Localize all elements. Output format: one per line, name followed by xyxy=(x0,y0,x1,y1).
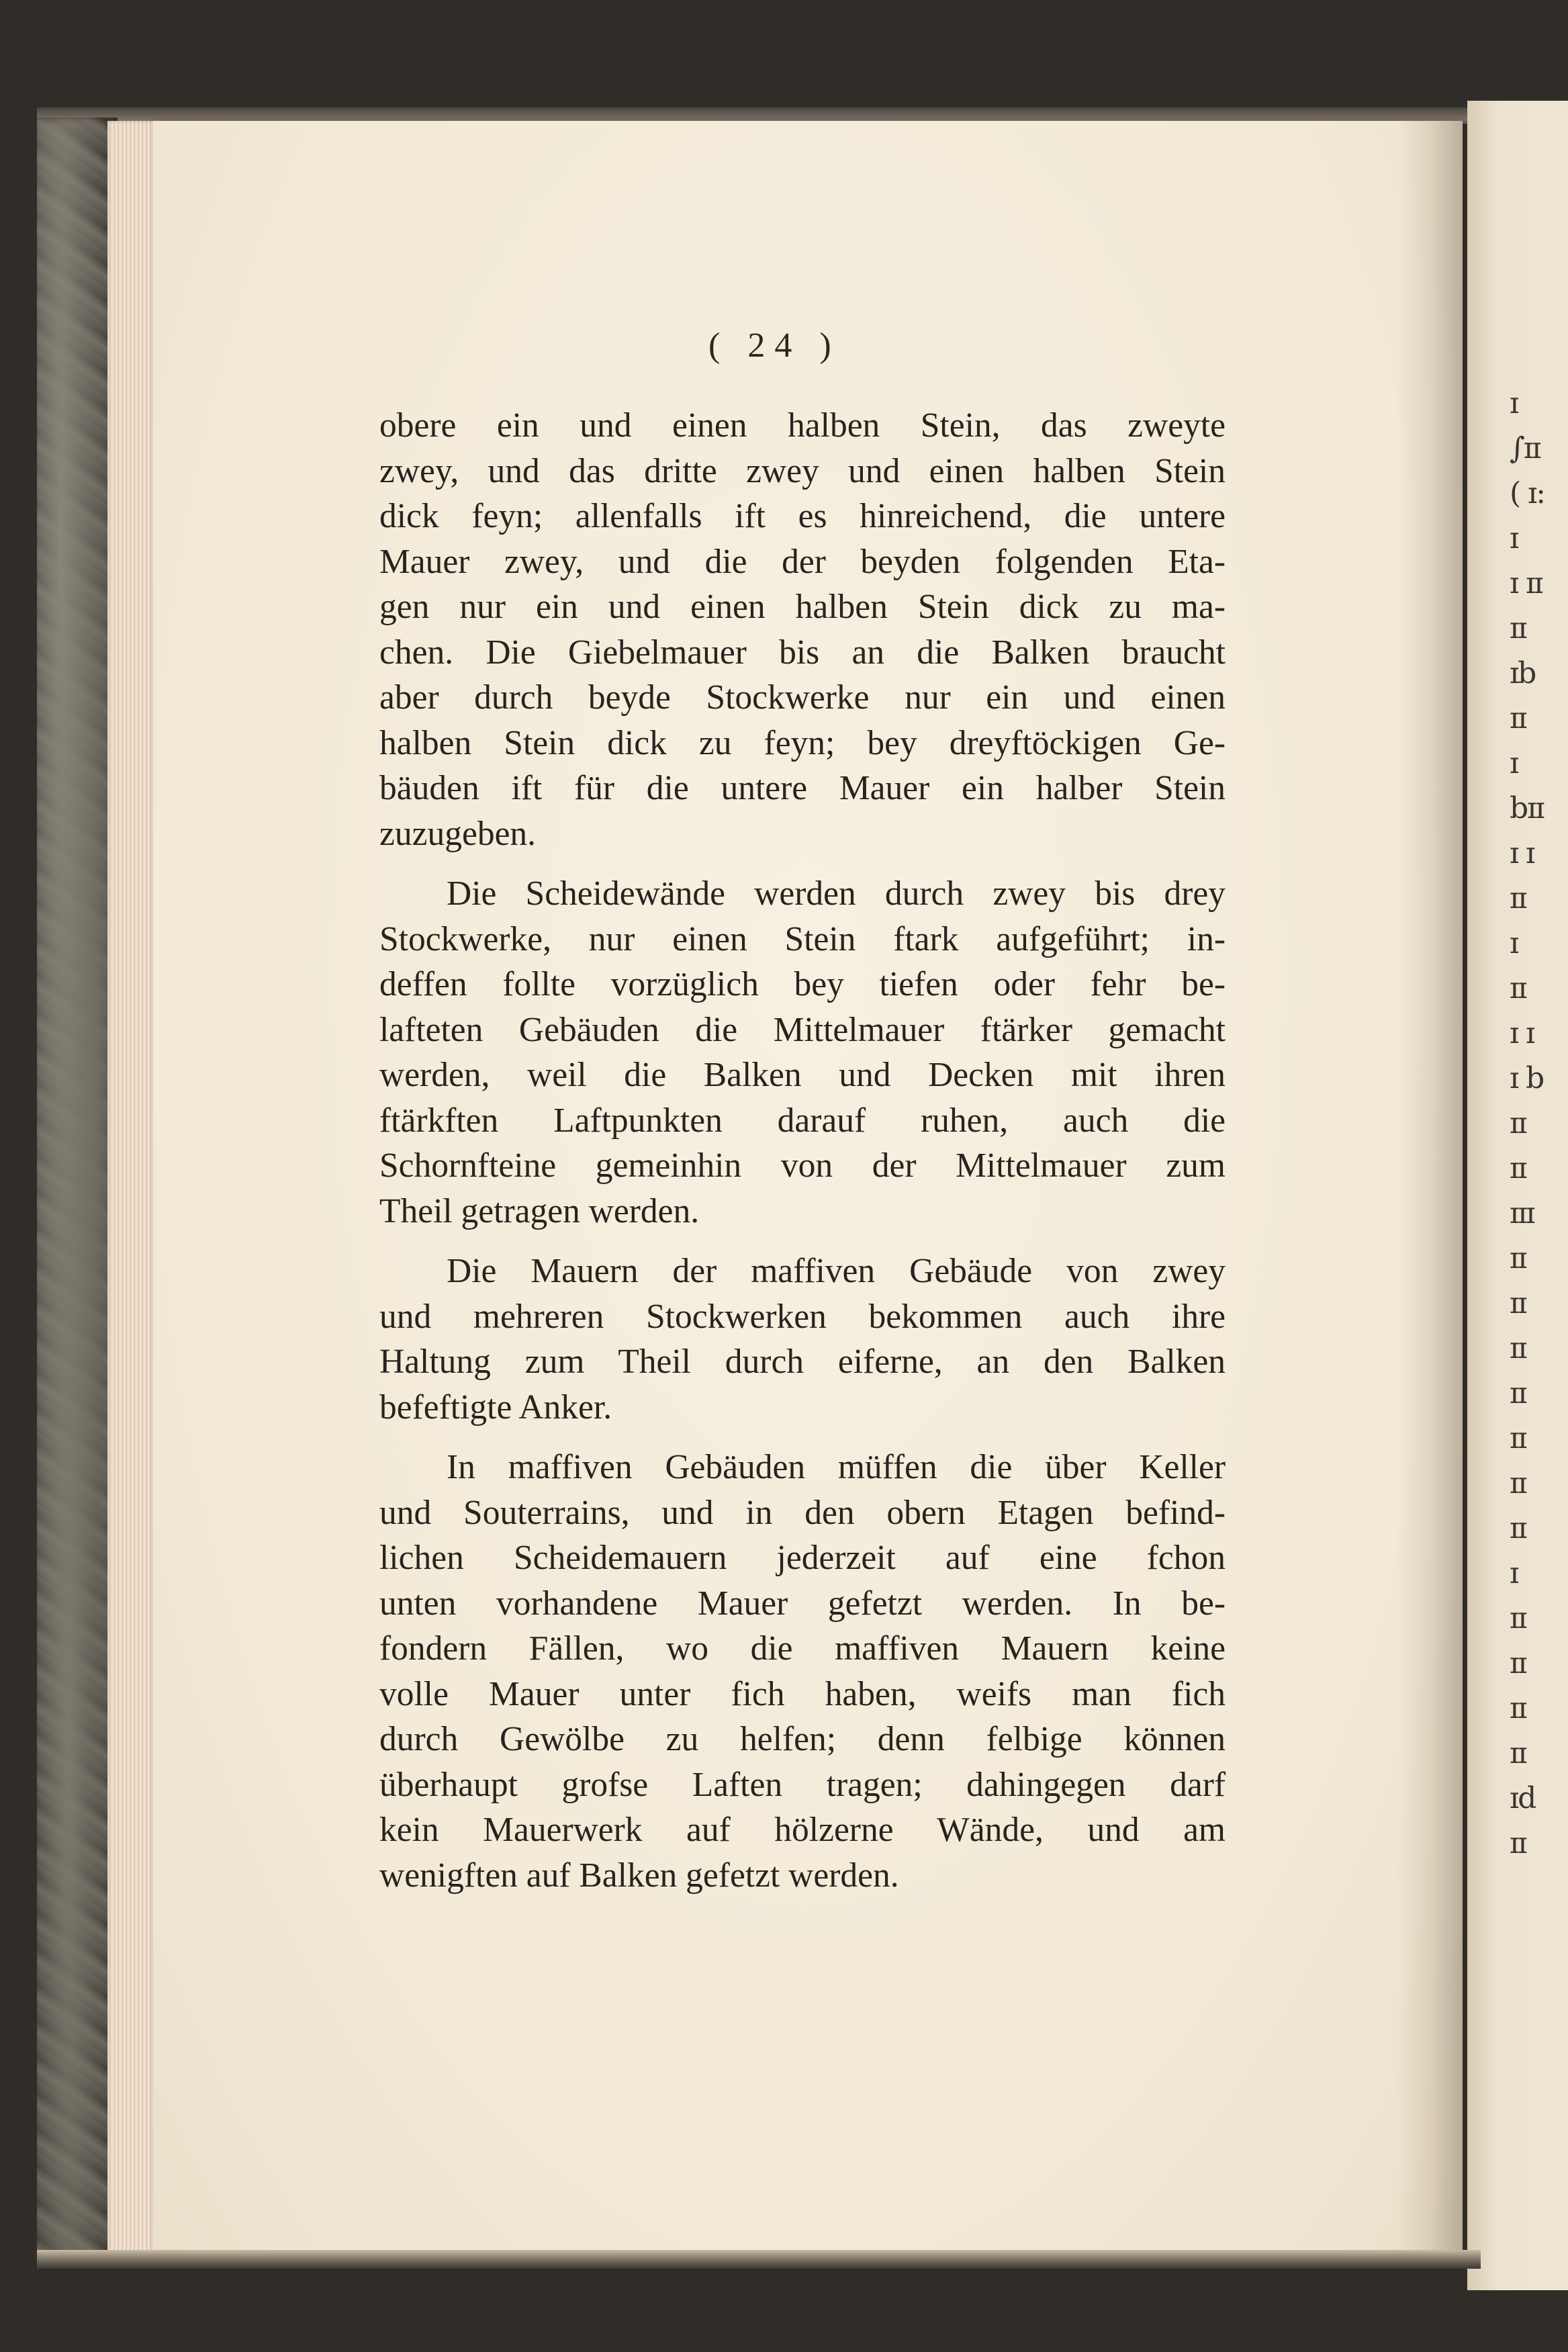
text-line: überhaupt grofse Laften tragen; dahingegen darf xyxy=(379,1765,1226,1804)
paragraph xyxy=(379,1445,1226,1898)
page-edges xyxy=(107,121,158,2257)
facing-page-fragment: ɪd xyxy=(1510,1781,1536,1815)
facing-page-fragment: ɪb xyxy=(1510,656,1536,690)
text-line: lichen Scheidemauern jederzeit auf eine fchon xyxy=(379,1539,1226,1577)
facing-page-fragment: ɪɪ xyxy=(1510,1241,1526,1275)
facing-page-fragment: ɪɪ xyxy=(1510,1646,1526,1680)
text-line: fondern Fällen, wo die maffiven Mauern keine xyxy=(379,1629,1226,1668)
text-line: ftärkften Laftpunkten darauf ruhen, auch die xyxy=(379,1101,1226,1140)
paragraph xyxy=(379,403,1226,856)
facing-page-fragment: ɪ xyxy=(1510,926,1518,960)
text-line: lafteten Gebäuden die Mittelmauer ftärker gemacht xyxy=(379,1010,1226,1049)
text-line: Die Mauern der maffiven Gebäude von zwey xyxy=(447,1252,1226,1290)
text-line: Mauer zwey, und die der beyden folgenden Eta- xyxy=(379,542,1226,581)
facing-page-fragment: ɪɪ xyxy=(1510,701,1526,735)
text-line: dick feyn; allenfalls ift es hinreichend, die untere xyxy=(379,497,1226,535)
facing-page-fragment: ɪɪ xyxy=(1510,1151,1526,1185)
facing-page-fragment: ɪ ɪɪ xyxy=(1510,566,1542,600)
text-line: Stockwerke, nur einen Stein ftark aufgeführt; in- xyxy=(379,919,1226,958)
text-line: Theil getragen werden. xyxy=(379,1191,700,1230)
text-line: befeftigte Anker. xyxy=(379,1388,612,1427)
facing-page-fragment: ɪɪ xyxy=(1510,1331,1526,1365)
text-line: und mehreren Stockwerken bekommen auch ihre xyxy=(379,1297,1226,1336)
text-line: obere ein und einen halben Stein, das zweyte xyxy=(379,406,1226,445)
text-line: volle Mauer unter fich haben, weifs man fich xyxy=(379,1674,1226,1713)
facing-page-fragment: ɪɪɪ xyxy=(1510,1196,1534,1230)
facing-page-fragment: ɪɪ xyxy=(1510,1826,1526,1860)
text-line: Schornfteine gemeinhin von der Mittelmauer zum xyxy=(379,1146,1226,1185)
marbled-cover-board xyxy=(37,118,118,2260)
text-line: In maffiven Gebäuden müffen die über Keller xyxy=(447,1448,1226,1486)
page-body-text xyxy=(379,403,1226,1913)
facing-page-fragment: ɪɪ xyxy=(1510,1466,1526,1500)
text-line: Die Scheidewände werden durch zwey bis drey xyxy=(447,874,1226,913)
text-line: aber durch beyde Stockwerke nur ein und einen xyxy=(379,678,1226,717)
facing-page-fragment: ∫ɪɪ xyxy=(1510,431,1540,465)
text-line: kein Mauerwerk auf hölzerne Wände, und am xyxy=(379,1811,1226,1849)
facing-page-fragment: ɪɪ xyxy=(1510,881,1526,915)
paragraph xyxy=(379,871,1226,1234)
facing-page-fragment: ɪ xyxy=(1510,746,1518,780)
facing-page-fragment: ɪ ɪ xyxy=(1510,836,1534,870)
facing-page-fragment: ɪɪ xyxy=(1510,1736,1526,1770)
facing-page-fragment: ɪ ɪ xyxy=(1510,1016,1534,1050)
facing-page-fragment: ɪɪ xyxy=(1510,1376,1526,1410)
facing-page-fragment: ɪ b xyxy=(1510,1061,1544,1095)
text-line: werden, weil die Balken und Decken mit ihren xyxy=(379,1056,1226,1094)
gutter-shadow xyxy=(1397,121,1471,2253)
text-line: zuzugeben. xyxy=(379,814,537,853)
facing-page-fragment: ɪɪ xyxy=(1510,1691,1526,1725)
text-line: und Souterrains, und in den obern Etagen befind- xyxy=(379,1493,1226,1532)
facing-page-fragment: ɪɪ xyxy=(1510,1106,1526,1140)
text-line: wenigften auf Balken gefetzt werden. xyxy=(379,1856,899,1895)
text-line: deffen follte vorzüglich bey tiefen oder fehr be- xyxy=(379,965,1226,1003)
text-line: chen. Die Giebelmauer bis an die Balken braucht xyxy=(379,633,1226,672)
facing-page-fragment: ɪɪ xyxy=(1510,1601,1526,1635)
facing-page xyxy=(1467,101,1568,2290)
facing-page-fragment: bɪɪ xyxy=(1510,791,1544,825)
text-line: gen nur ein und einen halben Stein dick zu ma- xyxy=(379,588,1226,626)
facing-page-fragment: ɪɪ xyxy=(1510,1421,1526,1455)
facing-page-fragment: ( ɪ: xyxy=(1510,476,1545,510)
paragraph xyxy=(379,1249,1226,1430)
bottom-board-edge xyxy=(37,2250,1481,2269)
facing-page-fragment: ɪ xyxy=(1510,521,1518,555)
facing-page-fragment: ɪɪ xyxy=(1510,1286,1526,1320)
text-line: zwey, und das dritte zwey und einen halben Stein xyxy=(379,451,1226,490)
facing-page-fragment: ɪɪ xyxy=(1510,1511,1526,1545)
facing-page-fragment: ɪɪ xyxy=(1510,611,1526,645)
text-line: Haltung zum Theil durch eiferne, an den Balken xyxy=(379,1343,1226,1381)
facing-page-fragment: ɪ xyxy=(1510,386,1518,420)
facing-page-fragment: ɪ xyxy=(1510,1556,1518,1590)
text-line: durch Gewölbe zu helfen; denn felbige können xyxy=(379,1720,1226,1758)
page-number: ( 24 ) xyxy=(708,326,841,365)
text-line: unten vorhandene Mauer gefetzt werden. In be- xyxy=(379,1584,1226,1623)
text-line: bäuden ift für die untere Mauer ein halber Stein xyxy=(379,769,1226,807)
text-line: halben Stein dick zu feyn; bey dreyftöckigen Ge- xyxy=(379,723,1226,762)
facing-page-fragment: ɪɪ xyxy=(1510,971,1526,1005)
